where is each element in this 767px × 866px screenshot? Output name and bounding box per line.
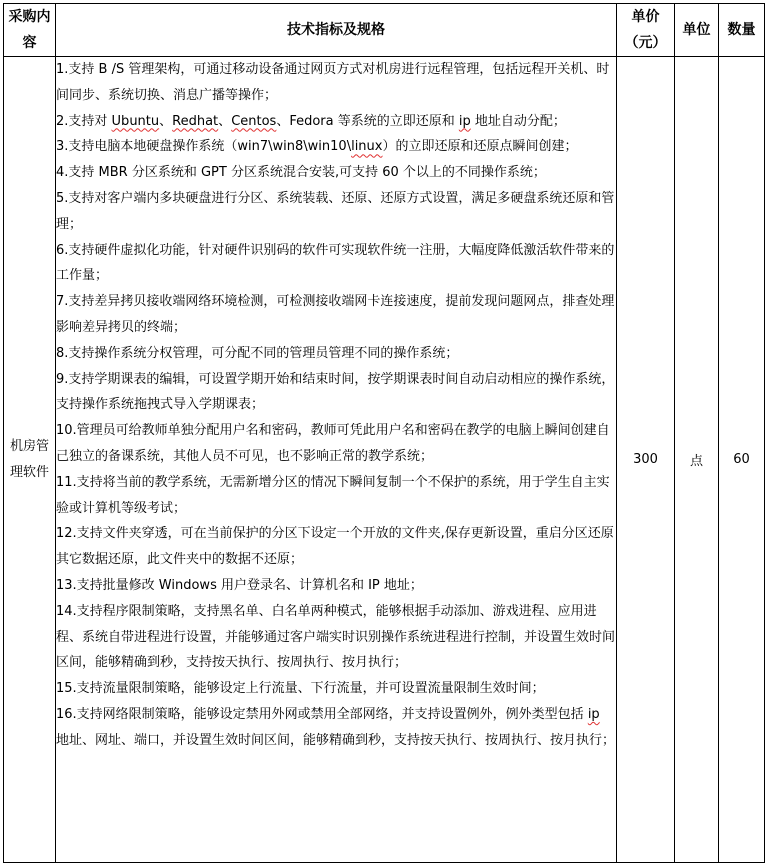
- spec-item: 11.支持将当前的教学系统，无需新增分区的情况下瞬间复制一个不保护的系统，用于学生自主实验或计算机等级考试；: [56, 474, 610, 516]
- spec-item: 1.支持 B /S 管理架构，可通过移动设备通过网页方式对机房进行远程管理，包括远程开关机、时间同步、系统切换、消息广播等操作；: [56, 62, 610, 103]
- spec-item: 12.支持文件夹穿透，可在当前保护的分区下设定一个开放的文件夹,保存更新设置，重启分区还原其它数据还原，此文件夹中的数据不还原；: [56, 526, 614, 568]
- spec-item: 5.支持对客户端内多块硬盘进行分区、系统装载、还原、还原方式设置，满足多硬盘系统还原和管理；: [56, 190, 615, 232]
- spec-item: 7.支持差异拷贝接收端网络环境检测，可检测接收端网卡连接速度，提前发现问题网点，排查处理影响差异拷贝的终端；: [56, 294, 615, 335]
- header-spec: 技术指标及规格: [56, 4, 617, 57]
- cell-unit: 点: [675, 57, 719, 863]
- cell-price: 300: [617, 57, 675, 863]
- table-row: [4, 57, 765, 863]
- cell-spec: [56, 57, 617, 863]
- spec-item: 6.支持硬件虚拟化功能，针对硬件识别码的软件可实现软件统一注册，大幅度降低激活软件带来的工作量；: [56, 242, 615, 284]
- spec-item: 9.支持学期课表的编辑，可设置学期开始和结束时间，按学期课表时间自动启动相应的操作系统，支持操作系统拖拽式导入学期课表；: [56, 371, 615, 413]
- spec-item: 8.支持操作系统分权管理，可分配不同的管理员管理不同的操作系统；: [56, 345, 459, 361]
- spec-item: 16.支持网络限制策略，能够设定禁用外网或禁用全部网络，并支持设置例外，例外类型包括 ip 地址、网址、端口，并设置生效时间区间，能够精确到秒，支持按天执行、按周执行、按月执行；: [56, 706, 616, 748]
- header-quantity: 数量: [719, 4, 765, 57]
- cell-category: 机房管理软件: [4, 57, 56, 863]
- spec-item: 2.支持对 Ubuntu、Redhat、Centos、Fedora 等系统的立即还原和 ip 地址自动分配；: [56, 113, 566, 129]
- header-row: [4, 4, 765, 57]
- spec-item: 4.支持 MBR 分区系统和 GPT 分区系统混合安装,可支持 60 个以上的不同操作系统；: [56, 165, 546, 181]
- header-price: 单价（元）: [617, 4, 675, 57]
- cell-quantity: 60: [719, 57, 765, 863]
- header-category: 采购内容: [4, 4, 56, 57]
- spec-item: 10.管理员可给教师单独分配用户名和密码，教师可凭此用户名和密码在教学的电脑上瞬间创建自己独立的备课系统，其他人员不可见，也不影响正常的教学系统；: [56, 423, 610, 464]
- procurement-spec-table: [3, 3, 765, 863]
- spec-item: 15.支持流量限制策略，能够设定上行流量、下行流量，并可设置流量限制生效时间；: [56, 681, 545, 697]
- spec-item: 14.支持程序限制策略，支持黑名单、白名单两种模式，能够根据手动添加、游戏进程、应用进程、系统自带进程进行设置，并能够通过客户端实时识别操作系统进程进行控制，并设置生效时间区间，能够精确到秒，支持按天执行、按周执行、按月执行；: [56, 603, 616, 671]
- spec-list: [56, 57, 616, 754]
- spec-item: 3.支持电脑本地硬盘操作系统（win7\win8\win10\linux）的立即还原和还原点瞬间创建；: [56, 139, 578, 155]
- spec-item: 13.支持批量修改 Windows 用户登录名、计算机名和 IP 地址；: [56, 577, 423, 593]
- header-unit: 单位: [675, 4, 719, 57]
